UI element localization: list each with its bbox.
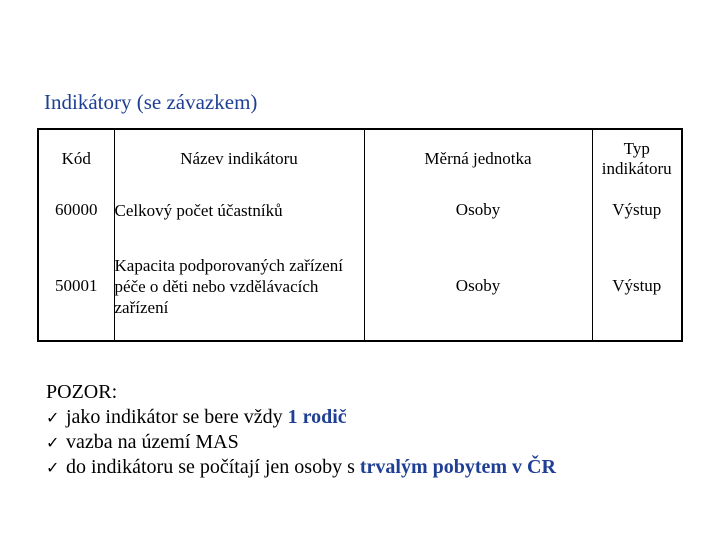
header-type: Typ indikátoru (592, 129, 682, 188)
page-title: Indikátory (se závazkem) (44, 90, 258, 114)
cell-name: Kapacita podporovaných zařízení péče o děti nebo vzdělávacích zařízení (114, 232, 364, 341)
cell-code: 60000 (38, 188, 114, 232)
check-icon: ✓ (46, 408, 60, 427)
notes-section (46, 380, 556, 480)
note-item (46, 405, 556, 430)
note-highlight: trvalým pobytem v ČR (359, 456, 556, 478)
notes-heading: POZOR: (46, 381, 118, 403)
check-icon: ✓ (46, 458, 60, 477)
cell-type: Výstup (592, 232, 682, 341)
cell-type: Výstup (592, 188, 682, 232)
check-icon: ✓ (46, 433, 60, 452)
table-header-row (38, 129, 682, 188)
note-highlight: 1 rodič (287, 406, 347, 428)
note-text: do indikátoru se počítají jen osoby s (66, 456, 360, 478)
header-code: Kód (38, 129, 114, 188)
table-row (38, 232, 682, 341)
header-unit: Měrná jednotka (364, 129, 592, 188)
note-text: vazba na území MAS (66, 431, 239, 453)
cell-unit: Osoby (364, 232, 592, 341)
table-row (38, 188, 682, 232)
note-item (46, 430, 556, 455)
header-name: Název indikátoru (114, 129, 364, 188)
cell-name: Celkový počet účastníků (114, 188, 364, 232)
note-item (46, 455, 556, 480)
cell-unit: Osoby (364, 188, 592, 232)
note-text: jako indikátor se bere vždy (66, 406, 288, 428)
cell-code: 50001 (38, 232, 114, 341)
indicators-table (37, 128, 683, 342)
